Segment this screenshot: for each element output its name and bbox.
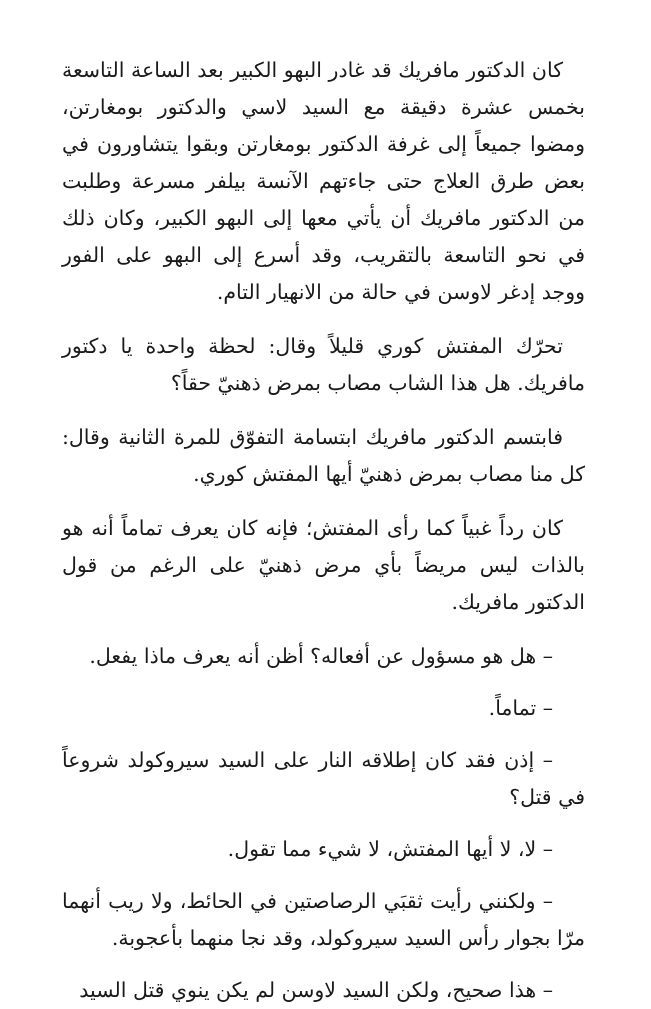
- dialogue-line-3: – إذن فقد كان إطلاقه النار على السيد سيروكولد شروعاً في قتل؟: [62, 748, 585, 809]
- dialogue-line-4: – لا، لا أيها المفتش، لا شيء مما تقول.: [227, 837, 553, 861]
- dialogue-line-5: – ولكنني رأيت ثقبَي الرصاصتين في الحائط، ولا ريب أنهما مرّا بجوار رأس السيد سيروكولد، وقد نجا منهما بأعجوبة.: [62, 889, 585, 950]
- paragraph-narration-1: كان الدكتور مافريك قد غادر البهو الكبير بعد الساعة التاسعة بخمس عشرة دقيقة مع السيد لاسي والدكتور بومغارتن، ومضوا جميعاً إلى غرفة الدكتور بومغارتن وبقوا يتشاورون في بعض طرق العلاج حتى جاءتهم الآنسة بيلفر مسرعة وطلبت من الدكتور مافريك أن يأتي معها إلى البهو الكبير، وكان ذلك في نحو التاسعة بالتقريب، وقد أسرع إلى البهو على الفور ووجد إدغر لاوسن في حالة من الانهيار التام.: [62, 58, 585, 304]
- paragraph-inspector-thought: كان رداً غبياً كما رأى المفتش؛ فإنه كان يعرف تماماً أنه هو بالذات ليس مريضاً بأي مرض ذهنيّ على الرغم من قول الدكتور مافريك.: [62, 516, 585, 614]
- paragraph-doctor-reply: فابتسم الدكتور مافريك ابتسامة التفوّق للمرة الثانية وقال: كل منا مصاب بمرض ذهنيّ أيها المفتش كوري.: [62, 425, 585, 486]
- dialogue-line-1: – هل هو مسؤول عن أفعاله؟ أظن أنه يعرف ماذا يفعل.: [89, 644, 553, 668]
- paragraph-inspector-question: تحرّك المفتش كوري قليلاً وقال: لحظة واحدة يا دكتور مافريك. هل هذا الشاب مصاب بمرض ذهنيّ حقاً؟: [62, 334, 585, 395]
- dialogue-line-2: – تماماً.: [488, 696, 553, 720]
- dialogue-line-6: – هذا صحيح، ولكن السيد لاوسن لم يكن ينوي قتل السيد: [79, 978, 553, 1002]
